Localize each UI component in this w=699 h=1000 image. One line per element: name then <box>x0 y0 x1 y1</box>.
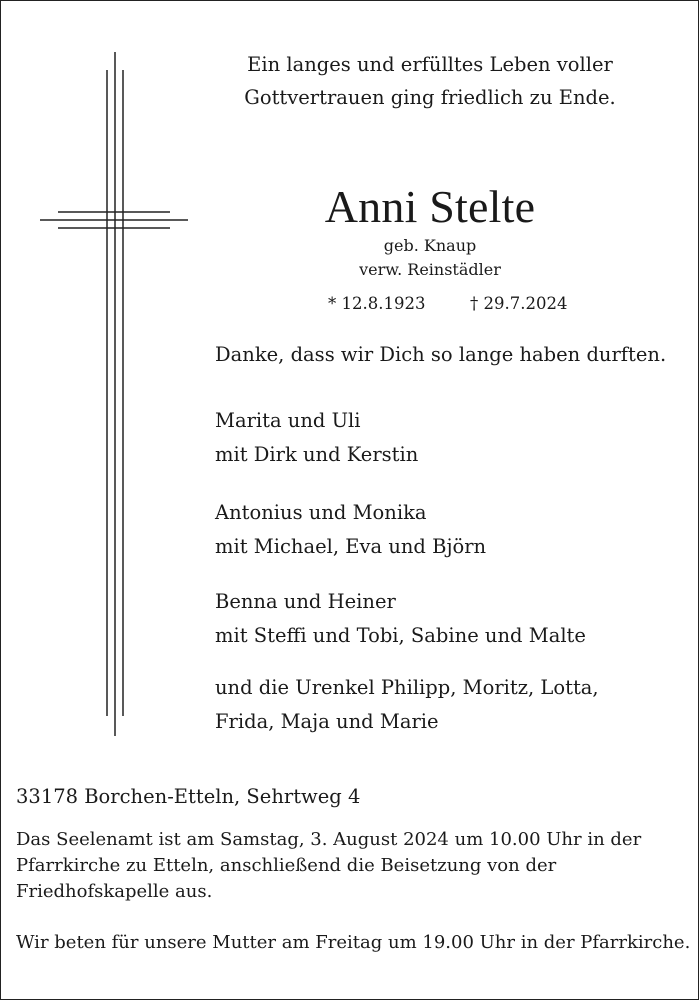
family-line: Antonius und Monika <box>215 501 427 524</box>
notice-line: Pfarrkirche zu Etteln, anschließend die Beisetzung von der <box>16 855 557 876</box>
family-group <box>215 496 486 564</box>
family-line: mit Dirk und Kerstin <box>215 443 419 466</box>
address: 33178 Borchen-Etteln, Sehrtweg 4 <box>16 785 361 808</box>
notice-line: Friedhofskapelle aus. <box>16 881 213 902</box>
motto-line-1: Ein langes und erfülltes Leben voller <box>247 53 613 76</box>
family-group <box>215 404 418 472</box>
funeral-notice <box>16 827 641 905</box>
death-date: † 29.7.2024 <box>470 294 568 313</box>
prayer-notice: Wir beten für unsere Mutter am Freitag um 19.00 Uhr in der Pfarrkirche. <box>16 932 691 953</box>
family-line: Marita und Uli <box>215 409 361 432</box>
family-line: und die Urenkel Philipp, Moritz, Lotta, <box>215 676 599 699</box>
family-line: mit Steffi und Tobi, Sabine und Malte <box>215 624 586 647</box>
family-group <box>215 585 586 653</box>
family-line: Frida, Maja und Marie <box>215 710 439 733</box>
family-line: mit Michael, Eva und Björn <box>215 535 487 558</box>
birth-date: * 12.8.1923 <box>328 294 426 313</box>
birth-name: geb. Knaup <box>383 236 477 255</box>
family-group <box>215 671 599 739</box>
family-line: Benna und Heiner <box>215 590 396 613</box>
motto <box>210 48 650 114</box>
deceased-name: Anni Stelte <box>324 181 536 232</box>
notice-line: Das Seelenamt ist am Samstag, 3. August 2024 um 10.00 Uhr in der <box>16 829 642 850</box>
motto-line-2: Gottvertrauen ging friedlich zu Ende. <box>244 86 616 109</box>
thanks-text: Danke, dass wir Dich so lange haben durften. <box>215 343 667 366</box>
cross-icon <box>38 52 190 736</box>
widowed-name: verw. Reinstädler <box>359 260 501 279</box>
